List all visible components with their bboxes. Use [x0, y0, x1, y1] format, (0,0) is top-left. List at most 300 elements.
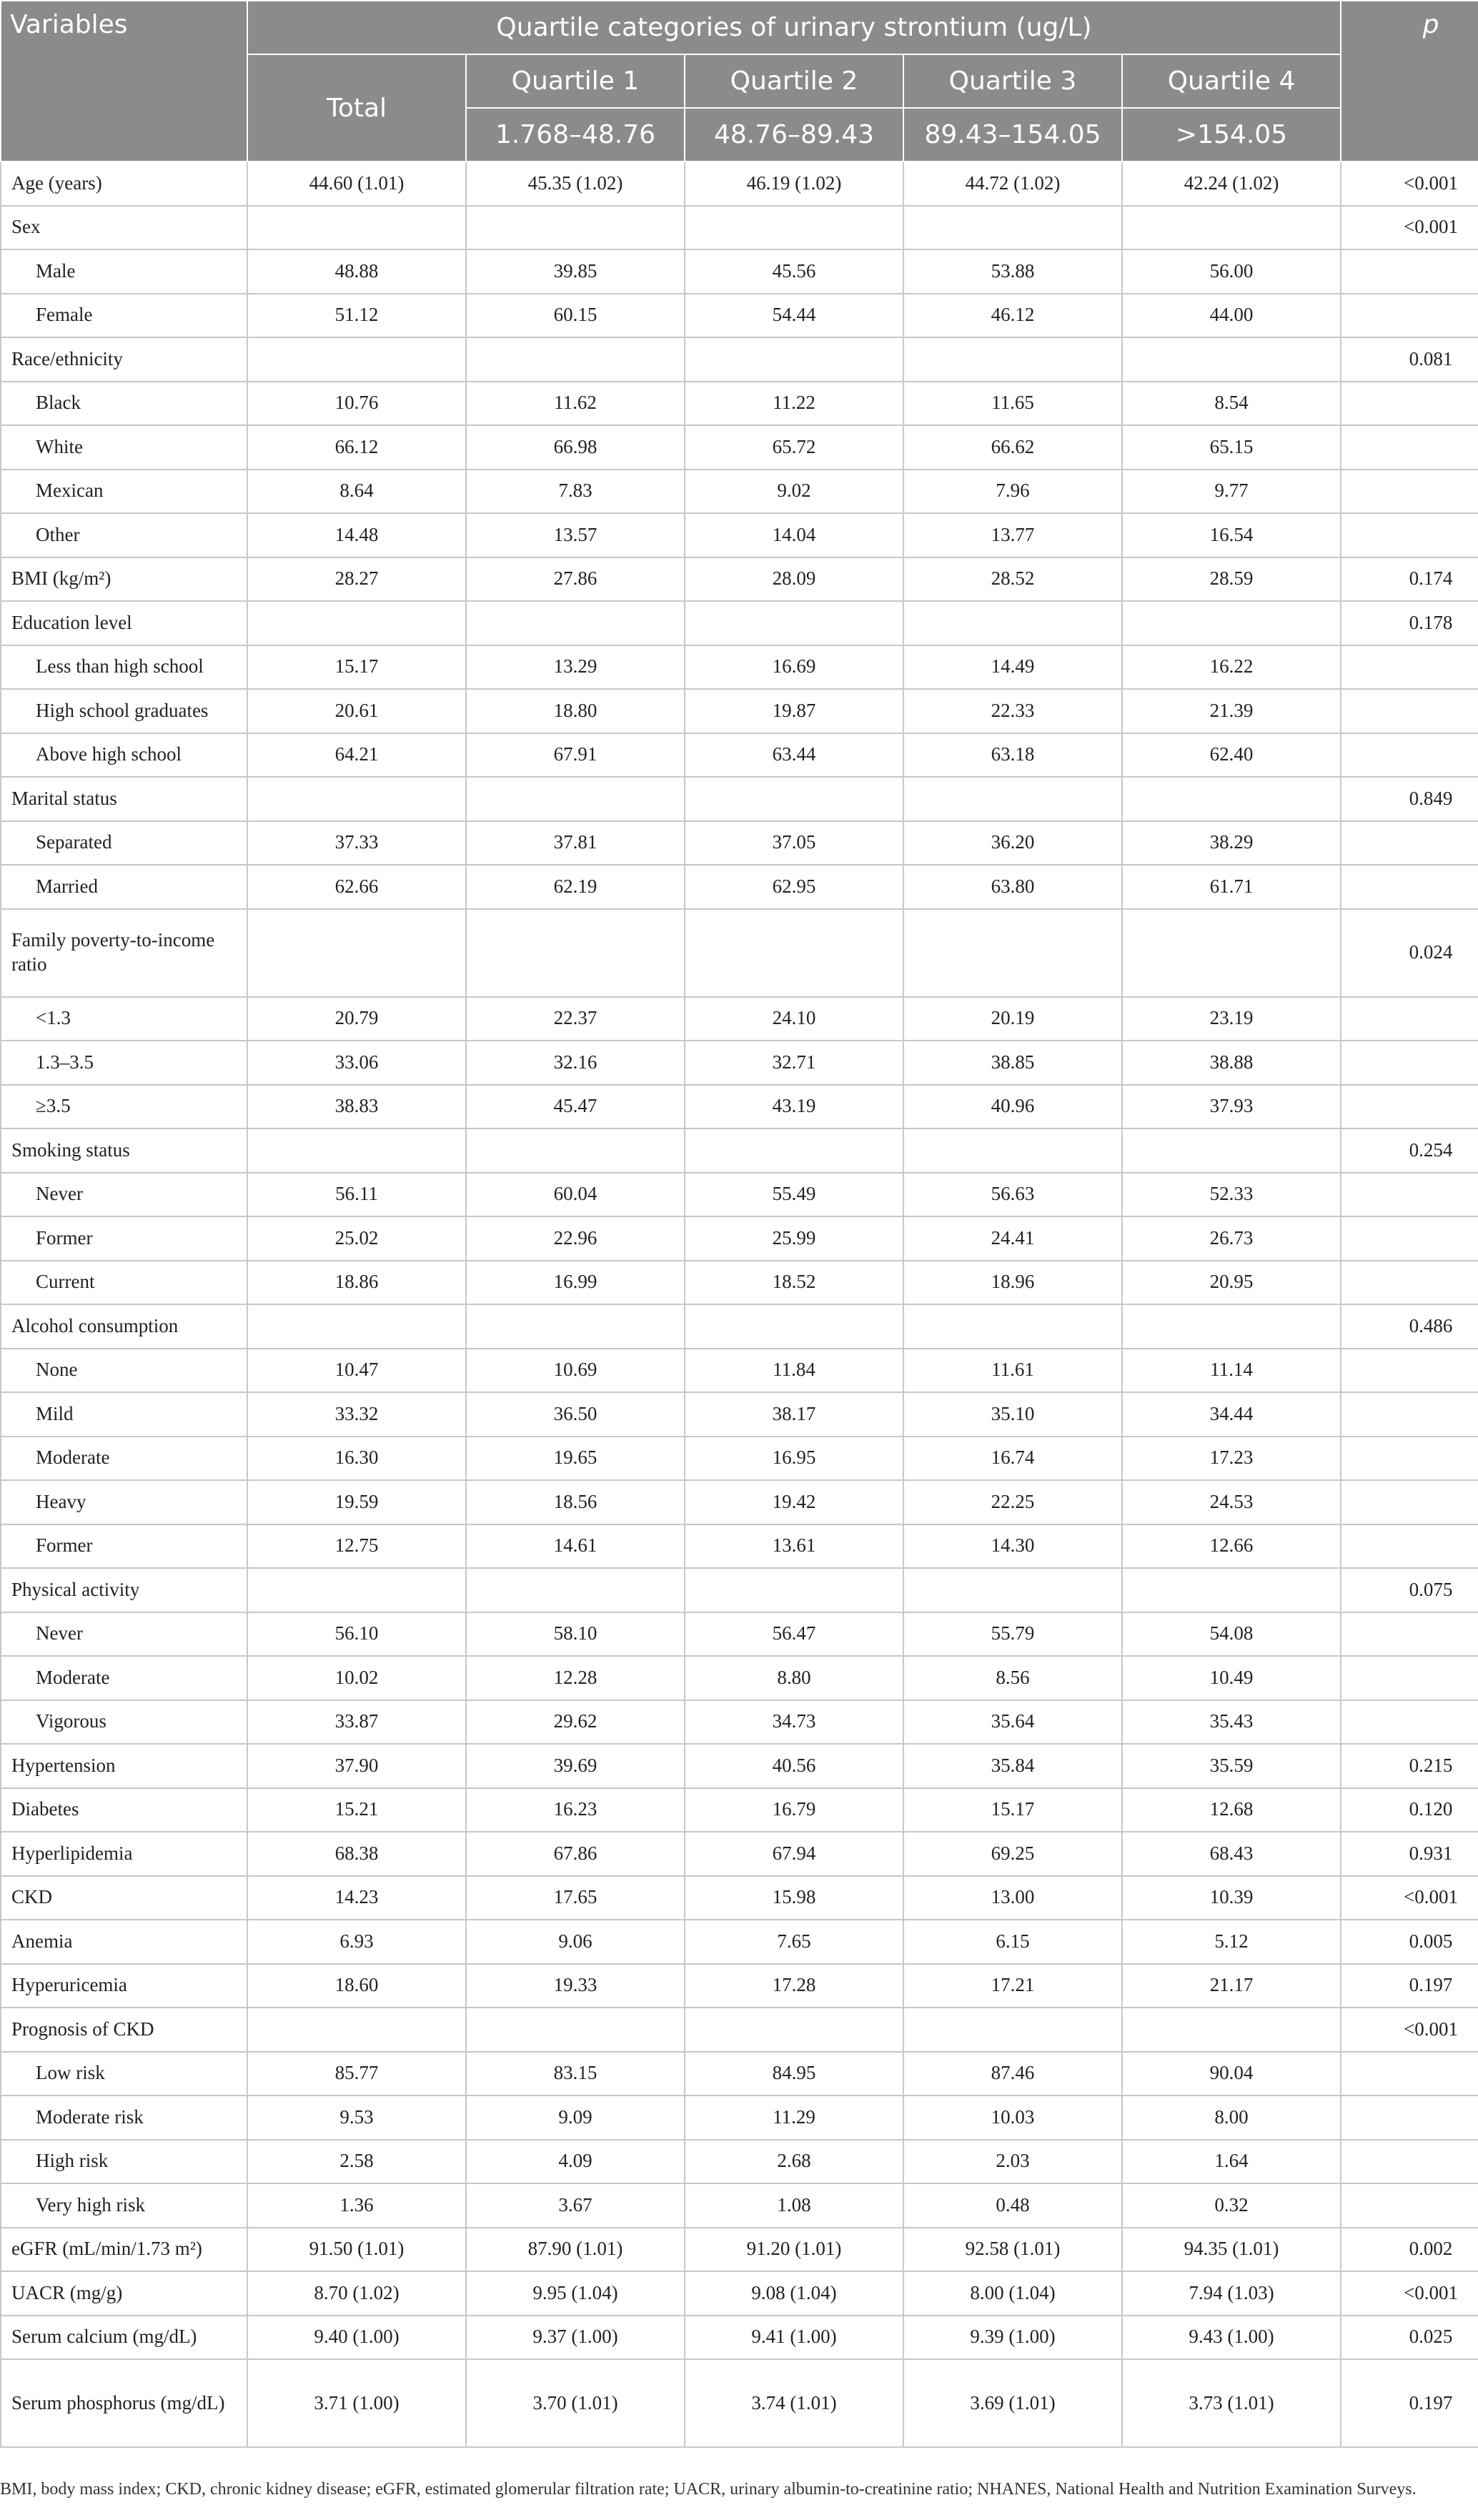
value-cell: [1122, 1568, 1341, 1612]
table-row: [1, 1788, 1478, 1832]
row-label: Less than high school: [1, 645, 247, 690]
value-cell: 13.77: [903, 513, 1122, 557]
value-cell: 60.15: [466, 294, 685, 338]
value-cell: 8.64: [247, 470, 466, 514]
row-label: Mild: [1, 1392, 247, 1437]
value-cell: 1.08: [685, 2183, 903, 2228]
value-cell: 15.98: [685, 1876, 903, 1920]
value-cell: 16.22: [1122, 645, 1341, 690]
p-value-cell: [1341, 1656, 1478, 1700]
value-cell: 9.06: [466, 1920, 685, 1964]
value-cell: 13.29: [466, 645, 685, 690]
value-cell: 63.80: [903, 865, 1122, 909]
value-cell: [466, 777, 685, 821]
row-label: Male: [1, 249, 247, 294]
value-cell: 67.86: [466, 1832, 685, 1876]
p-value-cell: [1341, 733, 1478, 778]
row-label: Moderate risk: [1, 2095, 247, 2140]
value-cell: 9.40 (1.00): [247, 2316, 466, 2360]
value-cell: 46.19 (1.02): [685, 162, 903, 206]
value-cell: 39.69: [466, 1744, 685, 1788]
row-label: Hypertension: [1, 1744, 247, 1788]
value-cell: [247, 1304, 466, 1349]
value-cell: 56.63: [903, 1173, 1122, 1217]
row-label: None: [1, 1349, 247, 1393]
value-cell: 35.84: [903, 1744, 1122, 1788]
value-cell: 19.87: [685, 689, 903, 733]
p-value-cell: 0.254: [1341, 1128, 1478, 1173]
value-cell: [685, 1568, 903, 1612]
row-label: Race/ethnicity: [1, 337, 247, 382]
table-row: [1, 2316, 1478, 2360]
value-cell: 62.19: [466, 865, 685, 909]
row-label: Current: [1, 1261, 247, 1305]
row-label: High risk: [1, 2140, 247, 2184]
p-value-cell: [1341, 821, 1478, 865]
p-value-cell: [1341, 1700, 1478, 1745]
table-row: [1, 513, 1478, 557]
table-row: [1, 249, 1478, 294]
table-row: [1, 1612, 1478, 1657]
value-cell: 67.94: [685, 1832, 903, 1876]
value-cell: 10.39: [1122, 1876, 1341, 1920]
row-label: Age (years): [1, 162, 247, 206]
table-row: [1, 557, 1478, 602]
row-label: Separated: [1, 821, 247, 865]
value-cell: 60.04: [466, 1173, 685, 1217]
value-cell: 22.33: [903, 689, 1122, 733]
table-row: [1, 1700, 1478, 1745]
value-cell: 22.96: [466, 1216, 685, 1261]
value-cell: [1122, 2008, 1341, 2052]
value-cell: 63.18: [903, 733, 1122, 778]
value-cell: 3.69 (1.01): [903, 2359, 1122, 2447]
value-cell: 9.08 (1.04): [685, 2271, 903, 2316]
value-cell: 38.29: [1122, 821, 1341, 865]
value-cell: 3.73 (1.01): [1122, 2359, 1341, 2447]
table-row: [1, 1173, 1478, 1217]
value-cell: 20.61: [247, 689, 466, 733]
value-cell: [247, 1128, 466, 1173]
value-cell: 24.41: [903, 1216, 1122, 1261]
value-cell: 17.23: [1122, 1437, 1341, 1481]
value-cell: [903, 206, 1122, 250]
value-cell: 53.88: [903, 249, 1122, 294]
row-label: Smoking status: [1, 1128, 247, 1173]
value-cell: 9.37 (1.00): [466, 2316, 685, 2360]
value-cell: 56.10: [247, 1612, 466, 1657]
value-cell: 38.17: [685, 1392, 903, 1437]
value-cell: 13.00: [903, 1876, 1122, 1920]
table-row: [1, 1392, 1478, 1437]
value-cell: 33.32: [247, 1392, 466, 1437]
value-cell: 65.15: [1122, 425, 1341, 470]
value-cell: 13.61: [685, 1524, 903, 1569]
p-value-cell: [1341, 689, 1478, 733]
value-cell: 10.02: [247, 1656, 466, 1700]
table-row: [1, 1128, 1478, 1173]
row-label: eGFR (mL/min/1.73 m²): [1, 2228, 247, 2272]
value-cell: 11.14: [1122, 1349, 1341, 1393]
value-cell: 10.03: [903, 2095, 1122, 2140]
value-cell: 42.24 (1.02): [1122, 162, 1341, 206]
value-cell: 25.99: [685, 1216, 903, 1261]
p-value-cell: [1341, 294, 1478, 338]
value-cell: 46.12: [903, 294, 1122, 338]
value-cell: [903, 337, 1122, 382]
value-cell: 54.08: [1122, 1612, 1341, 1657]
value-cell: 62.40: [1122, 733, 1341, 778]
row-label: Former: [1, 1524, 247, 1569]
p-value-cell: 0.486: [1341, 1304, 1478, 1349]
value-cell: 36.50: [466, 1392, 685, 1437]
value-cell: 64.21: [247, 733, 466, 778]
value-cell: 83.15: [466, 2052, 685, 2096]
row-label: ≥3.5: [1, 1085, 247, 1129]
value-cell: [903, 777, 1122, 821]
value-cell: 37.33: [247, 821, 466, 865]
value-cell: [685, 1304, 903, 1349]
header-group-title: Quartile categories of urinary strontium (ug/L): [247, 1, 1341, 54]
p-value-cell: <0.001: [1341, 206, 1478, 250]
value-cell: 34.73: [685, 1700, 903, 1745]
p-value-cell: [1341, 2052, 1478, 2096]
value-cell: 8.70 (1.02): [247, 2271, 466, 2316]
value-cell: 9.53: [247, 2095, 466, 2140]
value-cell: [466, 1568, 685, 1612]
value-cell: 51.12: [247, 294, 466, 338]
value-cell: [685, 777, 903, 821]
value-cell: 0.48: [903, 2183, 1122, 2228]
row-label: Physical activity: [1, 1568, 247, 1612]
value-cell: 39.85: [466, 249, 685, 294]
p-value-cell: [1341, 2140, 1478, 2184]
p-value-cell: [1341, 470, 1478, 514]
value-cell: 18.60: [247, 1964, 466, 2008]
p-value-cell: [1341, 1392, 1478, 1437]
value-cell: 3.70 (1.01): [466, 2359, 685, 2447]
row-label: Moderate: [1, 1656, 247, 1700]
value-cell: 62.66: [247, 865, 466, 909]
value-cell: 22.25: [903, 1480, 1122, 1524]
p-value-cell: 0.197: [1341, 2359, 1478, 2447]
value-cell: [903, 601, 1122, 645]
value-cell: [466, 909, 685, 997]
row-label: Other: [1, 513, 247, 557]
value-cell: 8.54: [1122, 382, 1341, 426]
value-cell: 40.96: [903, 1085, 1122, 1129]
value-cell: 12.28: [466, 1656, 685, 1700]
value-cell: 16.69: [685, 645, 903, 690]
value-cell: [466, 206, 685, 250]
value-cell: 91.50 (1.01): [247, 2228, 466, 2272]
row-label: Married: [1, 865, 247, 909]
value-cell: 66.12: [247, 425, 466, 470]
value-cell: 56.00: [1122, 249, 1341, 294]
value-cell: 92.58 (1.01): [903, 2228, 1122, 2272]
value-cell: 19.33: [466, 1964, 685, 2008]
value-cell: 19.59: [247, 1480, 466, 1524]
row-label: Female: [1, 294, 247, 338]
p-value-cell: [1341, 249, 1478, 294]
table-header: [1, 1, 1478, 162]
value-cell: 54.44: [685, 294, 903, 338]
p-value-cell: [1341, 2095, 1478, 2140]
p-value-cell: [1341, 1612, 1478, 1657]
value-cell: 24.10: [685, 997, 903, 1041]
value-cell: 16.30: [247, 1437, 466, 1481]
row-label: Education level: [1, 601, 247, 645]
value-cell: 14.30: [903, 1524, 1122, 1569]
row-label: Hyperlipidemia: [1, 1832, 247, 1876]
p-value-cell: [1341, 1173, 1478, 1217]
p-value-cell: 0.174: [1341, 557, 1478, 602]
value-cell: 8.00 (1.04): [903, 2271, 1122, 2316]
value-cell: 19.65: [466, 1437, 685, 1481]
table-row: [1, 777, 1478, 821]
value-cell: [1122, 601, 1341, 645]
value-cell: 61.71: [1122, 865, 1341, 909]
table-row: [1, 2228, 1478, 2272]
value-cell: 21.17: [1122, 1964, 1341, 2008]
value-cell: 22.37: [466, 997, 685, 1041]
table-row: [1, 1349, 1478, 1393]
value-cell: [903, 909, 1122, 997]
value-cell: 15.17: [903, 1788, 1122, 1832]
value-cell: 68.38: [247, 1832, 466, 1876]
value-cell: 6.15: [903, 1920, 1122, 1964]
value-cell: 20.95: [1122, 1261, 1341, 1305]
value-cell: 27.86: [466, 557, 685, 602]
value-cell: 56.11: [247, 1173, 466, 1217]
value-cell: 35.59: [1122, 1744, 1341, 1788]
p-value-cell: [1341, 513, 1478, 557]
value-cell: 9.43 (1.00): [1122, 2316, 1341, 2360]
row-label: Serum phosphorus (mg/dL): [1, 2359, 247, 2447]
value-cell: 18.56: [466, 1480, 685, 1524]
p-value-cell: 0.120: [1341, 1788, 1478, 1832]
header-quartile-1: Quartile 1: [466, 54, 685, 108]
table-row: [1, 294, 1478, 338]
p-value-cell: [1341, 1261, 1478, 1305]
value-cell: 2.58: [247, 2140, 466, 2184]
value-cell: 13.57: [466, 513, 685, 557]
value-cell: [1122, 777, 1341, 821]
p-value-cell: [1341, 1085, 1478, 1129]
table-row: [1, 162, 1478, 206]
value-cell: 20.79: [247, 997, 466, 1041]
value-cell: 44.60 (1.01): [247, 162, 466, 206]
p-value-cell: [1341, 1524, 1478, 1569]
value-cell: 2.03: [903, 2140, 1122, 2184]
value-cell: [247, 777, 466, 821]
table-row: [1, 689, 1478, 733]
value-cell: 32.71: [685, 1041, 903, 1085]
row-label: White: [1, 425, 247, 470]
value-cell: 10.69: [466, 1349, 685, 1393]
value-cell: 9.09: [466, 2095, 685, 2140]
p-value-cell: 0.178: [1341, 601, 1478, 645]
value-cell: [903, 2008, 1122, 2052]
p-value-cell: <0.001: [1341, 162, 1478, 206]
row-label: Sex: [1, 206, 247, 250]
value-cell: 44.72 (1.02): [903, 162, 1122, 206]
table-row: [1, 206, 1478, 250]
row-label: Former: [1, 1216, 247, 1261]
p-value-cell: 0.025: [1341, 2316, 1478, 2360]
value-cell: 45.35 (1.02): [466, 162, 685, 206]
value-cell: 63.44: [685, 733, 903, 778]
row-label: High school graduates: [1, 689, 247, 733]
value-cell: [1122, 206, 1341, 250]
value-cell: 20.19: [903, 997, 1122, 1041]
value-cell: 14.61: [466, 1524, 685, 1569]
value-cell: 12.75: [247, 1524, 466, 1569]
value-cell: 35.64: [903, 1700, 1122, 1745]
header-total: Total: [247, 54, 466, 162]
value-cell: [685, 601, 903, 645]
value-cell: 37.05: [685, 821, 903, 865]
header-range-4: >154.05: [1122, 108, 1341, 162]
p-value-cell: <0.001: [1341, 2008, 1478, 2052]
row-label: 1.3–3.5: [1, 1041, 247, 1085]
value-cell: 55.49: [685, 1173, 903, 1217]
value-cell: 1.36: [247, 2183, 466, 2228]
value-cell: 48.88: [247, 249, 466, 294]
row-label: UACR (mg/g): [1, 2271, 247, 2316]
value-cell: 23.19: [1122, 997, 1341, 1041]
value-cell: [466, 337, 685, 382]
value-cell: 17.28: [685, 1964, 903, 2008]
p-value-cell: 0.075: [1341, 1568, 1478, 1612]
value-cell: 45.56: [685, 249, 903, 294]
value-cell: 84.95: [685, 2052, 903, 2096]
value-cell: 8.00: [1122, 2095, 1341, 2140]
value-cell: 3.71 (1.00): [247, 2359, 466, 2447]
value-cell: 10.49: [1122, 1656, 1341, 1700]
value-cell: 40.56: [685, 1744, 903, 1788]
table-row: [1, 425, 1478, 470]
value-cell: [685, 206, 903, 250]
value-cell: 4.09: [466, 2140, 685, 2184]
value-cell: 7.65: [685, 1920, 903, 1964]
value-cell: 87.46: [903, 2052, 1122, 2096]
table-row: [1, 645, 1478, 690]
p-value-cell: 0.024: [1341, 909, 1478, 997]
table-row: [1, 2052, 1478, 2096]
table-body: [1, 162, 1478, 2447]
value-cell: 66.98: [466, 425, 685, 470]
value-cell: 38.85: [903, 1041, 1122, 1085]
value-cell: 0.32: [1122, 2183, 1341, 2228]
value-cell: 35.10: [903, 1392, 1122, 1437]
table-row: [1, 1876, 1478, 1920]
value-cell: [466, 1128, 685, 1173]
row-label: Never: [1, 1173, 247, 1217]
table-row: [1, 733, 1478, 778]
table-row: [1, 1480, 1478, 1524]
value-cell: [1122, 1304, 1341, 1349]
value-cell: 12.66: [1122, 1524, 1341, 1569]
table-row: [1, 1085, 1478, 1129]
table-row: [1, 1920, 1478, 1964]
value-cell: [1122, 337, 1341, 382]
value-cell: 18.86: [247, 1261, 466, 1305]
value-cell: 28.09: [685, 557, 903, 602]
table-row: [1, 2183, 1478, 2228]
row-label: Prognosis of CKD: [1, 2008, 247, 2052]
row-label: Low risk: [1, 2052, 247, 2096]
table-row: [1, 2008, 1478, 2052]
value-cell: 17.65: [466, 1876, 685, 1920]
value-cell: [1122, 1128, 1341, 1173]
value-cell: 16.99: [466, 1261, 685, 1305]
row-label: Family poverty-to-income ratio: [1, 909, 247, 997]
table-row: [1, 1832, 1478, 1876]
value-cell: 11.61: [903, 1349, 1122, 1393]
value-cell: 9.39 (1.00): [903, 2316, 1122, 2360]
value-cell: 15.21: [247, 1788, 466, 1832]
p-value-cell: 0.197: [1341, 1964, 1478, 2008]
p-value-cell: 0.081: [1341, 337, 1478, 382]
value-cell: [247, 2008, 466, 2052]
value-cell: 62.95: [685, 865, 903, 909]
p-value-cell: [1341, 425, 1478, 470]
table-row: [1, 1964, 1478, 2008]
table-row: [1, 1304, 1478, 1349]
value-cell: 56.47: [685, 1612, 903, 1657]
value-cell: 66.62: [903, 425, 1122, 470]
value-cell: 85.77: [247, 2052, 466, 2096]
row-label: Anemia: [1, 1920, 247, 1964]
value-cell: 32.16: [466, 1041, 685, 1085]
value-cell: 19.42: [685, 1480, 903, 1524]
value-cell: 16.95: [685, 1437, 903, 1481]
value-cell: 7.94 (1.03): [1122, 2271, 1341, 2316]
table-row: [1, 865, 1478, 909]
value-cell: 14.49: [903, 645, 1122, 690]
value-cell: 69.25: [903, 1832, 1122, 1876]
value-cell: 15.17: [247, 645, 466, 690]
table-row: [1, 1656, 1478, 1700]
row-label: Very high risk: [1, 2183, 247, 2228]
header-quartile-2: Quartile 2: [685, 54, 903, 108]
value-cell: 37.90: [247, 1744, 466, 1788]
value-cell: 55.79: [903, 1612, 1122, 1657]
value-cell: [903, 1568, 1122, 1612]
value-cell: 12.68: [1122, 1788, 1341, 1832]
value-cell: [685, 909, 903, 997]
value-cell: 90.04: [1122, 2052, 1341, 2096]
header-range-1: 1.768–48.76: [466, 108, 685, 162]
value-cell: [466, 1304, 685, 1349]
value-cell: 14.04: [685, 513, 903, 557]
table-row: [1, 1524, 1478, 1569]
row-label: Diabetes: [1, 1788, 247, 1832]
value-cell: 38.88: [1122, 1041, 1341, 1085]
table-row: [1, 601, 1478, 645]
value-cell: 10.47: [247, 1349, 466, 1393]
value-cell: 5.12: [1122, 1920, 1341, 1964]
table-row: [1, 2095, 1478, 2140]
p-value-cell: 0.215: [1341, 1744, 1478, 1788]
value-cell: 45.47: [466, 1085, 685, 1129]
value-cell: 67.91: [466, 733, 685, 778]
row-label: Mexican: [1, 470, 247, 514]
p-value-cell: 0.931: [1341, 1832, 1478, 1876]
table-footnote: BMI, body mass index; CKD, chronic kidney disease; eGFR, estimated glomerular filtration rate; UACR, urinary albumin-to-creatinine ratio; NHANES, National Health and Nutrition Examination Surveys.: [0, 2480, 1417, 2499]
value-cell: 87.90 (1.01): [466, 2228, 685, 2272]
